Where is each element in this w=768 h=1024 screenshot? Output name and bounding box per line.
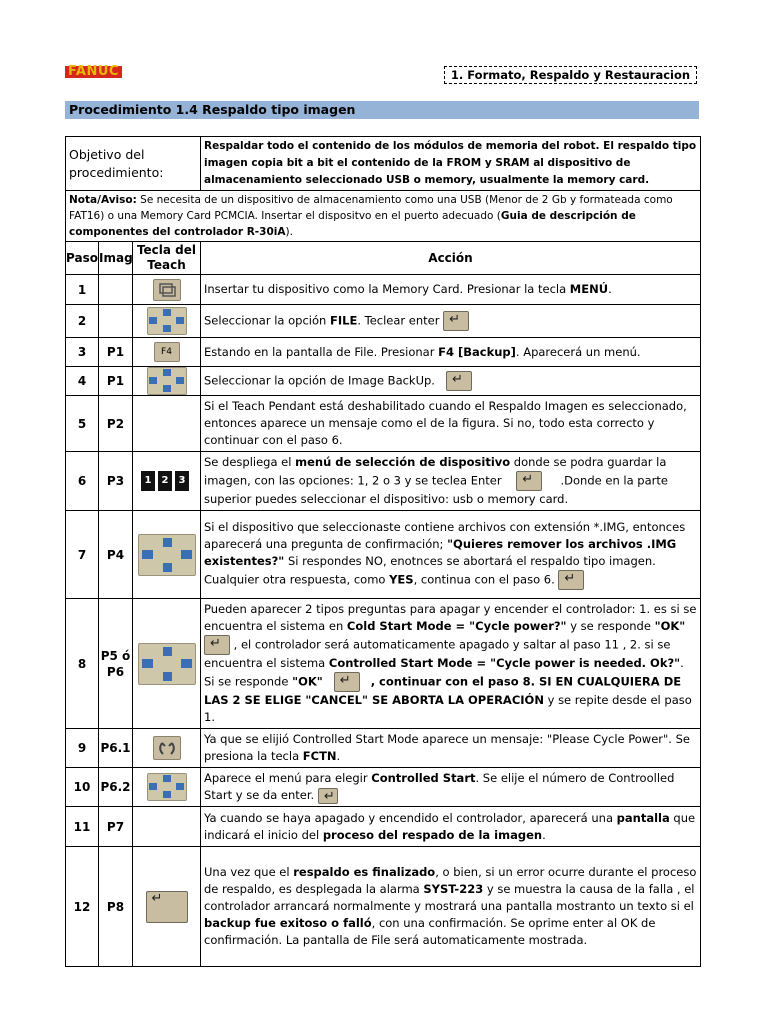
step-number: 7 (66, 511, 99, 599)
note-cell (66, 191, 701, 242)
enter-key-icon (558, 570, 584, 590)
cursor-keys-icon (138, 643, 196, 685)
col-imag: Imag (99, 242, 133, 275)
cursor-keys-icon (147, 307, 187, 335)
col-accion: Acción (201, 242, 701, 275)
table-row (66, 729, 701, 768)
objective-label: Objetivo del procedimiento: (66, 137, 201, 191)
enter-key-icon (443, 311, 469, 331)
objective-row (66, 137, 701, 191)
teach-key-cell (133, 807, 201, 847)
number-keys-icon: 1 2 3 (141, 473, 192, 486)
table-row (66, 452, 701, 511)
teach-key-cell (133, 305, 201, 338)
step-number: 11 (66, 807, 99, 847)
teach-key-cell (133, 338, 201, 367)
enter-key-icon (446, 371, 472, 391)
procedure-table (65, 136, 701, 967)
step-number: 1 (66, 275, 99, 305)
step-action: Seleccionar la opción de Image BackUp. ↵ (201, 367, 701, 396)
cursor-keys-icon (138, 534, 196, 576)
table-row (66, 599, 701, 729)
objective-text: Respaldar todo el contenido de los módulos de memoria del robot. El respaldo tipo imagen copia bit a bit el contenido de la FROM y SRAM al dispositivo de almacenamiento seleccionado USB o memory, usualmente la memory card. (201, 137, 701, 191)
note-row (66, 191, 701, 242)
step-image-ref: P3 (99, 452, 133, 511)
step-action: Si el dispositivo que seleccionaste contiene archivos con extensión *.IMG, entonces aparecerá una pregunta de confirmación; "Quieres remover los archivos .IMG existentes?" Si respondes NO, enotnces se abortará el respaldo tipo imagen. Cualquier otra respuesta, como YES, continua con el paso 6. ↵ (201, 511, 701, 599)
cursor-keys-icon (147, 773, 187, 801)
step-number: 12 (66, 847, 99, 967)
step-image-ref (99, 305, 133, 338)
teach-key-cell (133, 452, 201, 511)
table-row (66, 807, 701, 847)
teach-key-cell (133, 275, 201, 305)
note-ref: Guia de descripción de componentes del controlador R-30iA (69, 210, 636, 238)
step-image-ref: P6.1 (99, 729, 133, 768)
table-row (66, 275, 701, 305)
menu-key-icon (153, 279, 181, 301)
enter-key-icon (146, 891, 188, 923)
section-title-box (444, 66, 697, 84)
teach-key-cell (133, 396, 201, 452)
step-image-ref: P5 ó P6 (99, 599, 133, 729)
note-end: ). (285, 226, 293, 238)
step-image-ref: P1 (99, 338, 133, 367)
teach-key-cell (133, 367, 201, 396)
col-paso: Paso (66, 242, 99, 275)
procedure-title: Procedimiento 1.4 Respaldo tipo imagen (65, 101, 699, 119)
step-action: Pueden aparecer 2 tipos preguntas para apagar y encender el controlador: 1. es si se encuentra el sistema en Cold Start Mode = "Cycle power?" y se responde "OK" ↵ , el controlador será automaticamente apagado y saltar al paso 11 , 2. si se encuentra el sistema Controlled Start Mode = "Cycle power is needed. Ok?". Si se responde "OK" ↵ , continuar con el paso 8. SI EN CUALQUIERA DE LAS 2 SE ELIGE "CANCEL" SE ABORTA LA OPERACIÓN y se repite desde el paso 1. (201, 599, 701, 729)
table-row (66, 367, 701, 396)
step-action: Estando en la pantalla de File. Presionar F4 [Backup]. Aparecerá un menú. (201, 338, 701, 367)
step-number: 3 (66, 338, 99, 367)
step-number: 2 (66, 305, 99, 338)
fctn-key-icon (153, 736, 181, 760)
enter-key-icon (318, 788, 338, 804)
step-action: Se despliega el menú de selección de dispositivo donde se podra guardar la imagen, con las opciones: 1, 2 o 3 y se teclea Enter ↵ .Donde en la parte superior puedes seleccionar el dispositivo: usb o memory card. (201, 452, 701, 511)
step-number: 4 (66, 367, 99, 396)
header-row (66, 242, 701, 275)
step-number: 6 (66, 452, 99, 511)
step-action: Insertar tu dispositivo como la Memory Card. Presionar la tecla MENÚ. (201, 275, 701, 305)
enter-key-icon (204, 635, 230, 655)
teach-key-cell (133, 599, 201, 729)
table-row (66, 768, 701, 807)
step-image-ref: P6.2 (99, 768, 133, 807)
step-action: Seleccionar la opción FILE. Teclear enter ↵ (201, 305, 701, 338)
step-image-ref: P8 (99, 847, 133, 967)
teach-key-cell (133, 847, 201, 967)
step-image-ref: P1 (99, 367, 133, 396)
teach-key-cell (133, 511, 201, 599)
table-row (66, 338, 701, 367)
table-row (66, 396, 701, 452)
step-number: 5 (66, 396, 99, 452)
step-image-ref (99, 275, 133, 305)
step-image-ref: P4 (99, 511, 133, 599)
section-title: 1. Formato, Respaldo y Restauracion (450, 68, 691, 82)
step-action: Ya cuando se haya apagado y encendido el controlador, aparecerá una pantalla que indicará el inicio del proceso del respado de la imagen. (201, 807, 701, 847)
step-action: Ya que se elijió Controlled Start Mode aparece un mensaje: "Please Cycle Power". Se presiona la tecla FCTN. (201, 729, 701, 768)
fanuc-logo: FANUC (65, 66, 122, 78)
note-text: Se necesita de un dispositivo de almacenamiento como una USB (Menor de 2 Gb y formateada como FAT16) o una Memory Card PCMCIA. Insertar el dispositvo en el puerto adecuado ( (69, 194, 673, 222)
table-row (66, 511, 701, 599)
teach-key-cell (133, 768, 201, 807)
table-row (66, 847, 701, 967)
step-number: 8 (66, 599, 99, 729)
enter-key-icon (334, 672, 360, 692)
f4-key-icon: F4 (154, 342, 180, 362)
col-tecla: Tecla del Teach (133, 242, 201, 275)
step-image-ref: P2 (99, 396, 133, 452)
table-row (66, 305, 701, 338)
step-action: Una vez que el respaldo es finalizado, o bien, si un error ocurre durante el proceso de respaldo, es desplegada la alarma SYST-223 y se muestra la causa de la falla , el controlador arrancará normalmente y mostrará una pantalla mostranto un texto si el backup fue exitoso o falló, con una confirmación. Se oprime enter al OK de confirmación. La pantalla de File será automaticamente mostrada. (201, 847, 701, 967)
step-number: 10 (66, 768, 99, 807)
teach-key-cell (133, 729, 201, 768)
step-number: 9 (66, 729, 99, 768)
enter-key-icon (516, 471, 542, 491)
cursor-keys-icon (147, 367, 187, 395)
step-action: Si el Teach Pendant está deshabilitado cuando el Respaldo Imagen es seleccionado, entonces aparece un mensaje como el de la figura. Si no, todo esta correcto y continuar con el paso 6. (201, 396, 701, 452)
step-action: Aparece el menú para elegir Controlled Start. Se elije el número de Controolled Start y se da enter. ↵ (201, 768, 701, 807)
note-label: Nota/Aviso: (69, 194, 137, 206)
step-image-ref: P7 (99, 807, 133, 847)
